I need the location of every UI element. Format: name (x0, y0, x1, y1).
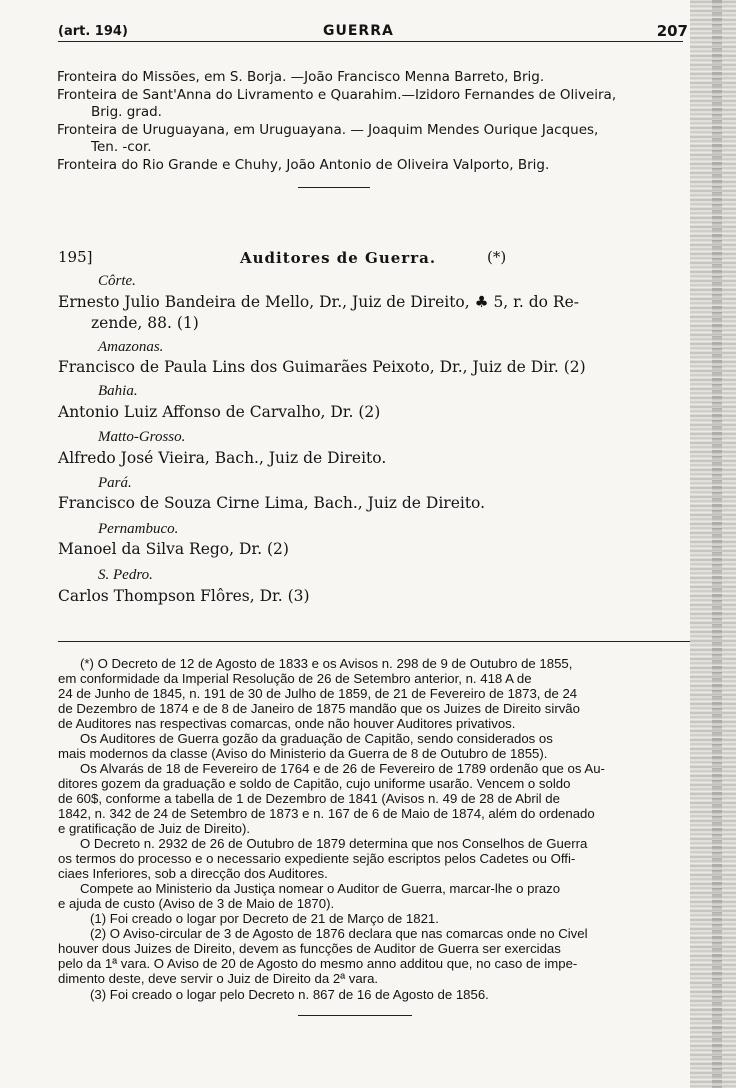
place-heading: Matto-Grosso. (98, 429, 186, 445)
footnote-line: 1842, n. 342 de 24 de Setembro de 1873 e n. 167 de 6 de Maio de 1874, além do ordenado (58, 806, 595, 821)
entry-line: Francisco de Paula Lins dos Guimarães Peixoto, Dr., Juiz de Dir. (2) (58, 358, 586, 376)
footnote-line: e gratificação de Juiz de Direito). (58, 821, 251, 836)
entry-line: Antonio Luiz Affonso de Carvalho, Dr. (2) (58, 403, 381, 421)
frontier-line: Fronteira de Sant'Anna do Livramento e Quarahim.—Izidoro Fernandes de Oliveira, (57, 87, 617, 103)
place-heading: Pará. (98, 475, 132, 491)
page-edge-shadow-inner (712, 0, 722, 1088)
footnote-line: pelo da 1ª vara. O Aviso de 20 de Agosto do mesmo anno additou que, no caso de impe- (58, 956, 578, 971)
frontier-line: Fronteira de Uruguayana, em Uruguayana. — Joaquim Mendes Ourique Jacques, (57, 122, 599, 138)
footnote-line: Compete ao Ministerio da Justiça nomear o Auditor de Guerra, marcar-lhe o prazo (80, 881, 561, 896)
header-rule (58, 41, 683, 42)
frontier-line: Fronteira do Missões, em S. Borja. —João Francisco Menna Barreto, Brig. (57, 69, 545, 85)
entry-line: Manoel da Silva Rego, Dr. (2) (58, 540, 289, 558)
place-heading: Côrte. (98, 273, 136, 289)
footnote-line: (1) Foi creado o logar por Decreto de 21 de Março de 1821. (90, 911, 439, 926)
place-heading: Bahia. (98, 383, 138, 399)
place-heading: S. Pedro. (98, 567, 153, 583)
frontier-line: Fronteira do Rio Grande e Chuhy, João Antonio de Oliveira Valporto, Brig. (57, 157, 550, 173)
entry-line: Alfredo José Vieira, Bach., Juiz de Direito. (58, 449, 387, 467)
section-number: 195] (58, 248, 93, 266)
footnote-line: (*) O Decreto de 12 de Agosto de 1833 e os Avisos n. 298 de 9 de Outubro de 1855, (80, 656, 573, 671)
footnote-line: Os Auditores de Guerra gozão da graduação de Capitão, sendo considerados os (80, 731, 553, 746)
header-article-ref: (art. 194) (58, 24, 128, 39)
footnote-line: de Dezembro de 1874 e de 8 de Janeiro de 1875 mandão que os Juizes de Direito sirvão (58, 701, 580, 716)
header-title: GUERRA (323, 23, 394, 39)
footnote-line: ciaes Inferiores, sob a direcção dos Auditores. (58, 866, 328, 881)
footnote-line: de 60$, conforme a tabella de 1 de Dezembro de 1841 (Avisos n. 49 de 28 de Abril de (58, 791, 560, 806)
footnote-line: (2) O Aviso-circular de 3 de Agosto de 1876 declara que nas comarcas onde no Civel (90, 926, 588, 941)
entry-line-cont: zende, 88. (1) (91, 314, 199, 332)
footnote-line: de Auditores nas respectivas comarcas, onde não houver Auditores privativos. (58, 716, 516, 731)
section-divider (298, 187, 370, 188)
footnote-line: (3) Foi creado o logar pelo Decreto n. 867 de 16 de Agosto de 1856. (90, 987, 489, 1002)
footnote-line: dimento deste, deve servir o Juiz de Direito da 2ª vara. (58, 971, 379, 986)
footnote-line: houver dous Juizes de Direito, devem as funcções de Auditor de Guerra ser exercidas (58, 941, 561, 956)
footnote-line: ditores gozem da graduação e soldo de Capitão, cujo uniforme usarão. Vencem o soldo (58, 776, 571, 791)
place-heading: Pernambuco. (98, 521, 179, 537)
section-title: Auditores de Guerra. (240, 249, 437, 267)
running-header (58, 22, 688, 42)
footnote-line: O Decreto n. 2932 de 26 de Outubro de 1879 determina que nos Conselhos de Guerra (80, 836, 588, 851)
footnote-line: em conformidade da Imperial Resolução de 26 de Setembro anterior, n. 418 A de (58, 671, 532, 686)
footnotes-rule (58, 641, 690, 642)
end-rule (298, 1015, 412, 1016)
section-footnote-mark: (*) (487, 248, 507, 266)
frontier-line-cont: Brig. grad. (91, 104, 162, 120)
frontier-line-cont: Ten. -cor. (91, 139, 152, 155)
footnote-line: 24 de Junho de 1845, n. 191 de 30 de Julho de 1859, de 21 de Fevereiro de 1873, de 24 (58, 686, 578, 701)
page-number: 207 (656, 22, 688, 40)
footnote-line: Os Alvarás de 18 de Fevereiro de 1764 e de 26 de Fevereiro de 1789 ordenão que os Au- (80, 761, 605, 776)
entry-line: Carlos Thompson Flôres, Dr. (3) (58, 587, 310, 605)
place-heading: Amazonas. (98, 339, 164, 355)
footnote-line: e ajuda de custo (Aviso de 3 de Maio de 1870). (58, 896, 335, 911)
entry-line: Ernesto Julio Bandeira de Mello, Dr., Juiz de Direito, ♣ 5, r. do Re- (58, 293, 579, 311)
entry-line: Francisco de Souza Cirne Lima, Bach., Juiz de Direito. (58, 494, 486, 512)
footnote-line: mais modernos da classe (Aviso do Ministerio da Guerra de 8 de Outubro de 1855). (58, 746, 548, 761)
footnote-line: os termos do processo e o necessario expediente sejão escriptos pelos Cadetes ou Offi- (58, 851, 576, 866)
